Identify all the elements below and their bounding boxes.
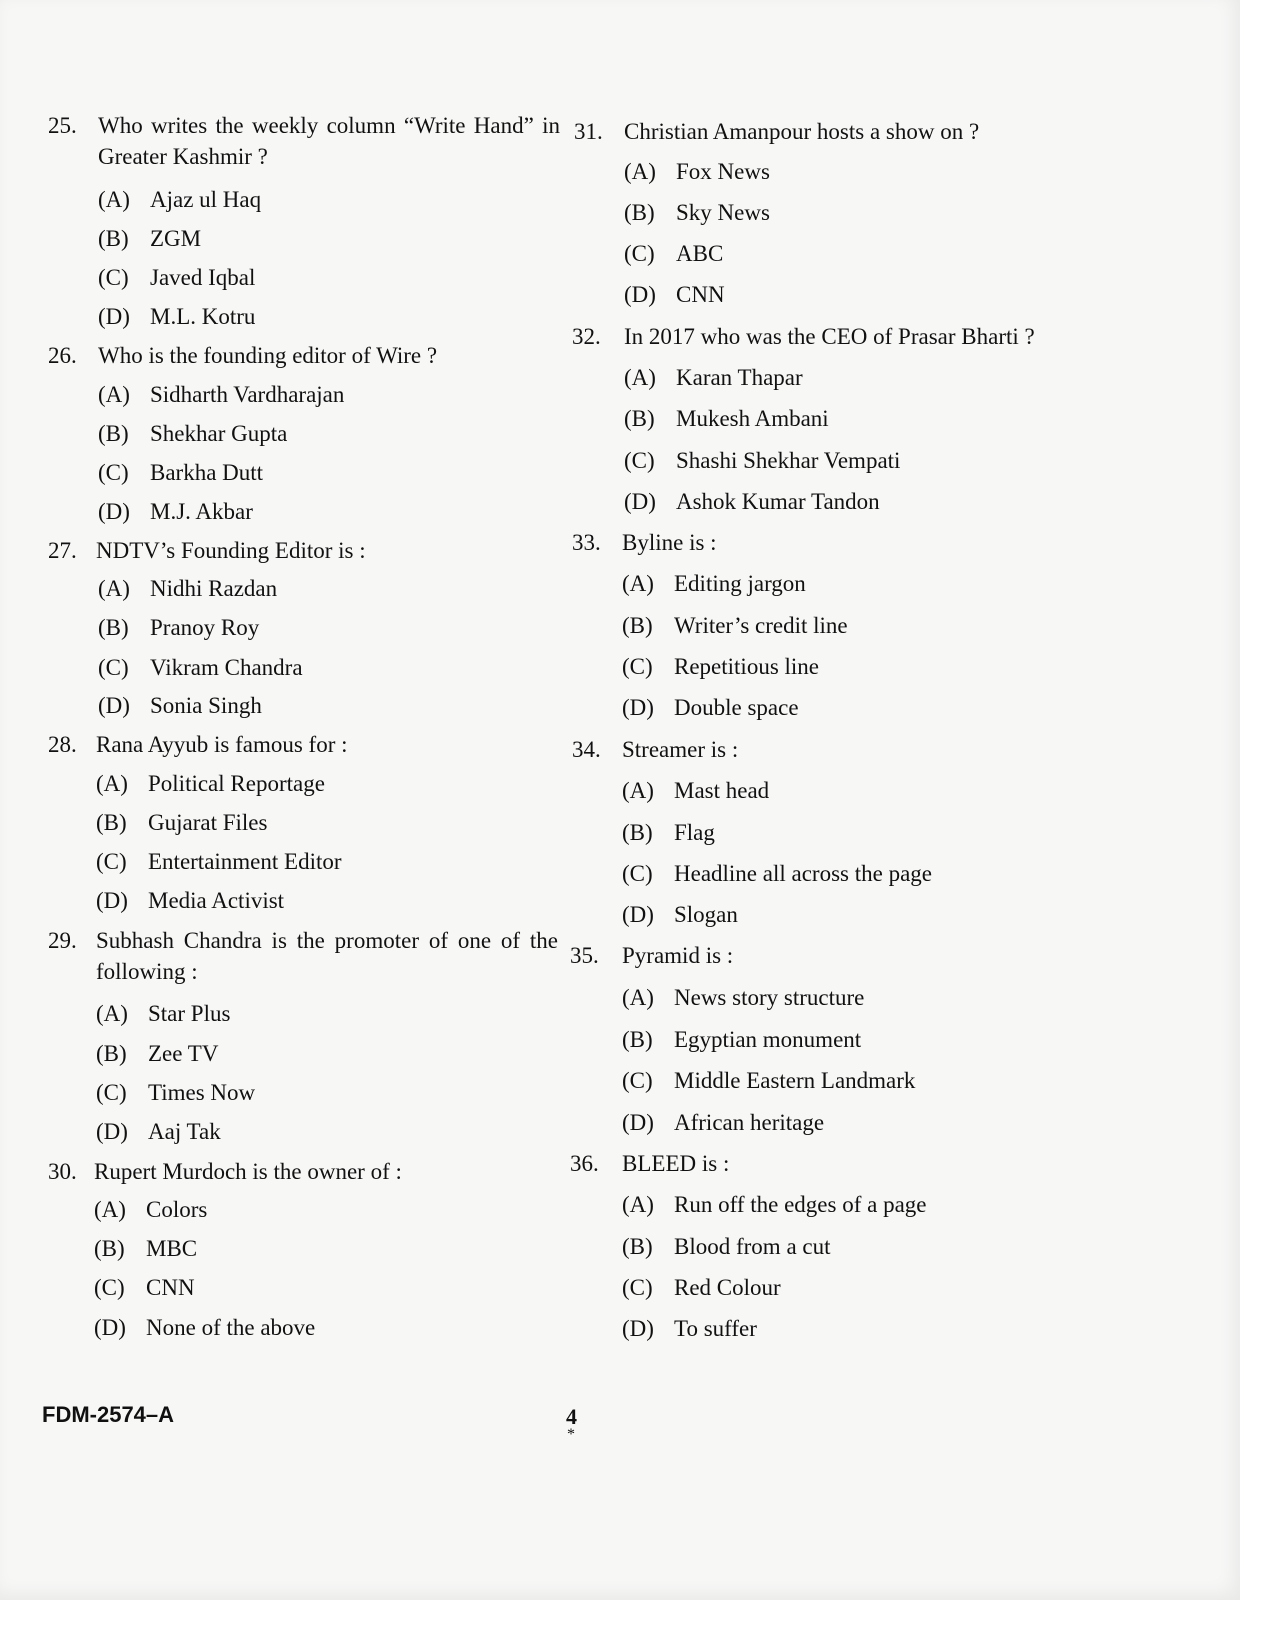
option-a: (A) Nidhi Razdan bbox=[98, 576, 278, 601]
question-27 bbox=[48, 535, 558, 566]
option-b: (B) Egyptian monument bbox=[622, 1027, 862, 1052]
option-d: (D) To suffer bbox=[622, 1316, 757, 1341]
question-text: Rana Ayyub is famous for : bbox=[96, 732, 348, 757]
option-d: (D) Slogan bbox=[622, 902, 738, 927]
question-34 bbox=[572, 734, 1012, 765]
question-29 bbox=[48, 925, 558, 990]
question-25 bbox=[48, 110, 558, 175]
option-d: (D) Double space bbox=[622, 695, 799, 720]
question-text: Who is the founding editor of Wire ? bbox=[98, 343, 438, 368]
option-b: (B) MBC bbox=[94, 1236, 198, 1261]
question-28 bbox=[48, 729, 558, 760]
question-number: 28. bbox=[48, 732, 77, 757]
question-number: 29. bbox=[48, 928, 77, 953]
question-text: BLEED is : bbox=[622, 1151, 730, 1176]
option-d: (D) African heritage bbox=[622, 1110, 825, 1135]
question-33 bbox=[572, 527, 1012, 558]
option-c: (C) ABC bbox=[624, 241, 724, 266]
option-b: (B) Mukesh Ambani bbox=[624, 406, 829, 431]
question-text: Who writes the weekly column “Write Hand” in Greater Kashmir ? bbox=[98, 113, 560, 169]
question-number: 33. bbox=[572, 530, 601, 555]
question-text: NDTV’s Founding Editor is : bbox=[96, 538, 366, 563]
option-b: (B) Zee TV bbox=[96, 1041, 219, 1066]
option-c: (C) Barkha Dutt bbox=[98, 460, 264, 485]
question-text: Subhash Chandra is the promoter of one of the following : bbox=[96, 928, 558, 984]
option-b: (B) Writer’s credit line bbox=[622, 613, 848, 638]
option-c: (C) Headline all across the page bbox=[622, 861, 932, 886]
option-a: (A) Ajaz ul Haq bbox=[98, 187, 262, 212]
option-b: (B) Gujarat Files bbox=[96, 810, 268, 835]
option-a: (A) News story structure bbox=[622, 985, 865, 1010]
question-number: 32. bbox=[572, 324, 601, 349]
question-31 bbox=[574, 116, 1014, 147]
option-a: (A) Political Reportage bbox=[96, 771, 325, 796]
option-a: (A) Fox News bbox=[624, 159, 770, 184]
option-d: (D) M.L. Kotru bbox=[98, 304, 256, 329]
option-b: (B) ZGM bbox=[98, 226, 202, 251]
option-a: (A) Editing jargon bbox=[622, 571, 806, 596]
option-d: (D) Aaj Tak bbox=[96, 1119, 221, 1144]
option-b: (B) Sky News bbox=[624, 200, 770, 225]
question-number: 25. bbox=[48, 113, 77, 138]
question-text: Streamer is : bbox=[622, 737, 739, 762]
paper-code: FDM-2574–A bbox=[42, 1402, 175, 1427]
option-c: (C) Javed Iqbal bbox=[98, 265, 256, 290]
option-a: (A) Karan Thapar bbox=[624, 365, 803, 390]
question-text: Christian Amanpour hosts a show on ? bbox=[624, 119, 980, 144]
asterisk-mark: * bbox=[567, 1426, 575, 1443]
option-a: (A) Colors bbox=[94, 1197, 208, 1222]
option-c: (C) Entertainment Editor bbox=[96, 849, 342, 874]
question-text: In 2017 who was the CEO of Prasar Bharti ? bbox=[624, 324, 1035, 349]
option-d: (D) Media Activist bbox=[96, 888, 285, 913]
page-number: 4 bbox=[566, 1404, 577, 1429]
option-a: (A) Run off the edges of a page bbox=[622, 1192, 927, 1217]
question-32 bbox=[572, 321, 1042, 352]
option-c: (C) CNN bbox=[94, 1275, 195, 1300]
option-b: (B) Pranoy Roy bbox=[98, 615, 260, 640]
question-26 bbox=[48, 340, 558, 371]
option-a: (A) Star Plus bbox=[96, 1001, 231, 1026]
question-text: Rupert Murdoch is the owner of : bbox=[94, 1159, 402, 1184]
question-number: 31. bbox=[574, 119, 603, 144]
question-36 bbox=[570, 1148, 1010, 1179]
question-text: Byline is : bbox=[622, 530, 717, 555]
question-number: 30. bbox=[48, 1159, 77, 1184]
option-d: (D) CNN bbox=[624, 282, 725, 307]
option-c: (C) Repetitious line bbox=[622, 654, 820, 679]
option-d: (D) Ashok Kumar Tandon bbox=[624, 489, 880, 514]
question-number: 34. bbox=[572, 737, 601, 762]
question-35 bbox=[570, 940, 1010, 971]
question-30 bbox=[48, 1156, 558, 1187]
question-text: Pyramid is : bbox=[622, 943, 734, 968]
option-d: (D) None of the above bbox=[94, 1315, 316, 1340]
question-number: 35. bbox=[570, 943, 599, 968]
option-c: (C) Vikram Chandra bbox=[98, 655, 303, 680]
option-b: (B) Flag bbox=[622, 820, 715, 845]
option-b: (B) Blood from a cut bbox=[622, 1234, 831, 1259]
option-b: (B) Shekhar Gupta bbox=[98, 421, 288, 446]
option-a: (A) Sidharth Vardharajan bbox=[98, 382, 345, 407]
question-number: 27. bbox=[48, 538, 77, 563]
option-d: (D) M.J. Akbar bbox=[98, 499, 253, 524]
option-c: (C) Middle Eastern Landmark bbox=[622, 1068, 916, 1093]
option-a: (A) Mast head bbox=[622, 778, 770, 803]
option-c: (C) Shashi Shekhar Vempati bbox=[624, 448, 901, 473]
question-number: 36. bbox=[570, 1151, 599, 1176]
option-c: (C) Times Now bbox=[96, 1080, 256, 1105]
question-number: 26. bbox=[48, 343, 77, 368]
option-c: (C) Red Colour bbox=[622, 1275, 781, 1300]
option-d: (D) Sonia Singh bbox=[98, 693, 262, 718]
